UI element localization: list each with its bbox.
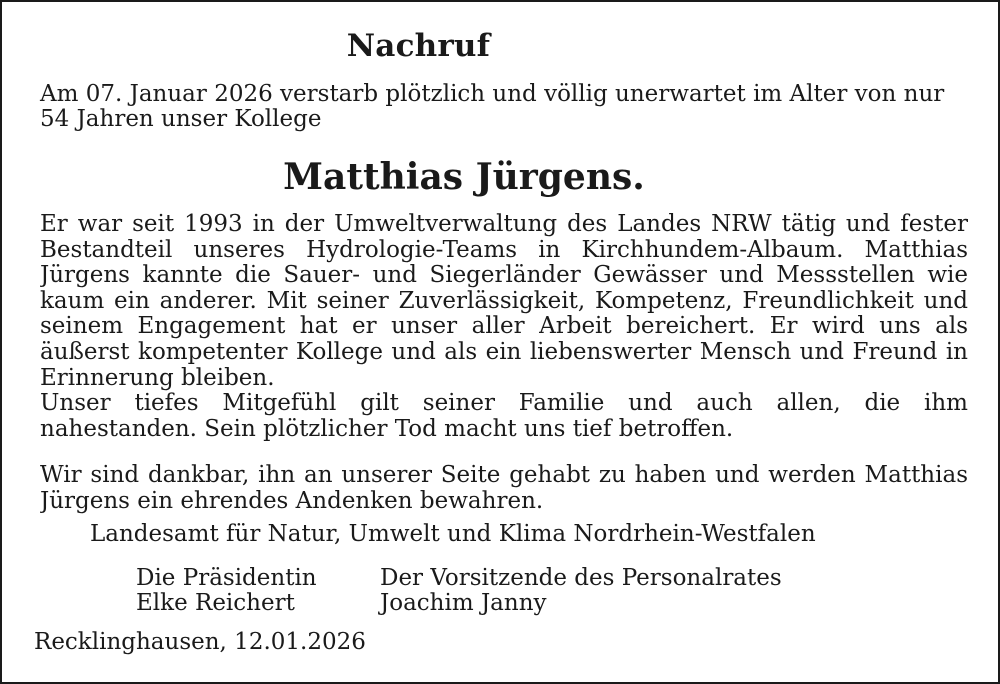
body-line: Er war seit 1993 in der Umweltverwaltung des Landes NRW tätig und fester <box>40 212 968 237</box>
body-line: Bestandteil unseres Hydrologie-Teams in Kirchhundem-Albaum. Matthias <box>40 237 968 263</box>
intro-line: 54 Jahren unser Kollege <box>40 106 322 132</box>
signature-role: Die Präsidentin <box>136 565 317 591</box>
body-line: Erinnerung bleiben. <box>40 365 275 391</box>
deceased-name: Matthias Jürgens. <box>283 156 645 198</box>
body-line: Jürgens ein ehrendes Andenken bewahren. <box>40 488 544 514</box>
body-line: Unser tiefes Mitgefühl gilt seiner Familie und auch allen, die ihm <box>40 391 968 417</box>
office-name: Landesamt für Natur, Umwelt und Klima Nordrhein-Westfalen <box>90 521 816 547</box>
body-line: Wir sind dankbar, ihn an unserer Seite gehabt zu haben und werden Matthias <box>40 463 968 489</box>
body-line: äußerst kompetenter Kollege und als ein liebenswerter Mensch und Freund in <box>40 339 968 365</box>
intro-line: Am 07. Januar 2026 verstarb plötzlich und völlig unerwartet im Alter von nur <box>40 81 945 107</box>
body-paragraphs <box>40 212 968 515</box>
notice-heading: Nachruf <box>346 28 491 64</box>
signature-right <box>380 566 782 616</box>
signature-name: Joachim Janny <box>380 590 547 616</box>
intro-paragraph <box>40 82 970 132</box>
signature-name: Elke Reichert <box>136 590 295 616</box>
signature-role: Der Vorsitzende des Personalrates <box>380 565 782 591</box>
signature-left <box>136 566 317 616</box>
body-line: seinem Engagement hat er unser aller Arbeit bereichert. Er wird uns als <box>40 314 968 340</box>
body-line: nahestanden. Sein plötzlicher Tod macht uns tief betroffen. <box>40 416 734 442</box>
place-and-date: Recklinghausen, 12.01.2026 <box>34 629 366 655</box>
body-line: kaum ein anderer. Mit seiner Zuverlässigkeit, Kompetenz, Freundlichkeit und <box>40 288 968 314</box>
body-line: Jürgens kannte die Sauer- und Siegerländer Gewässer und Messstellen wie <box>40 263 968 289</box>
